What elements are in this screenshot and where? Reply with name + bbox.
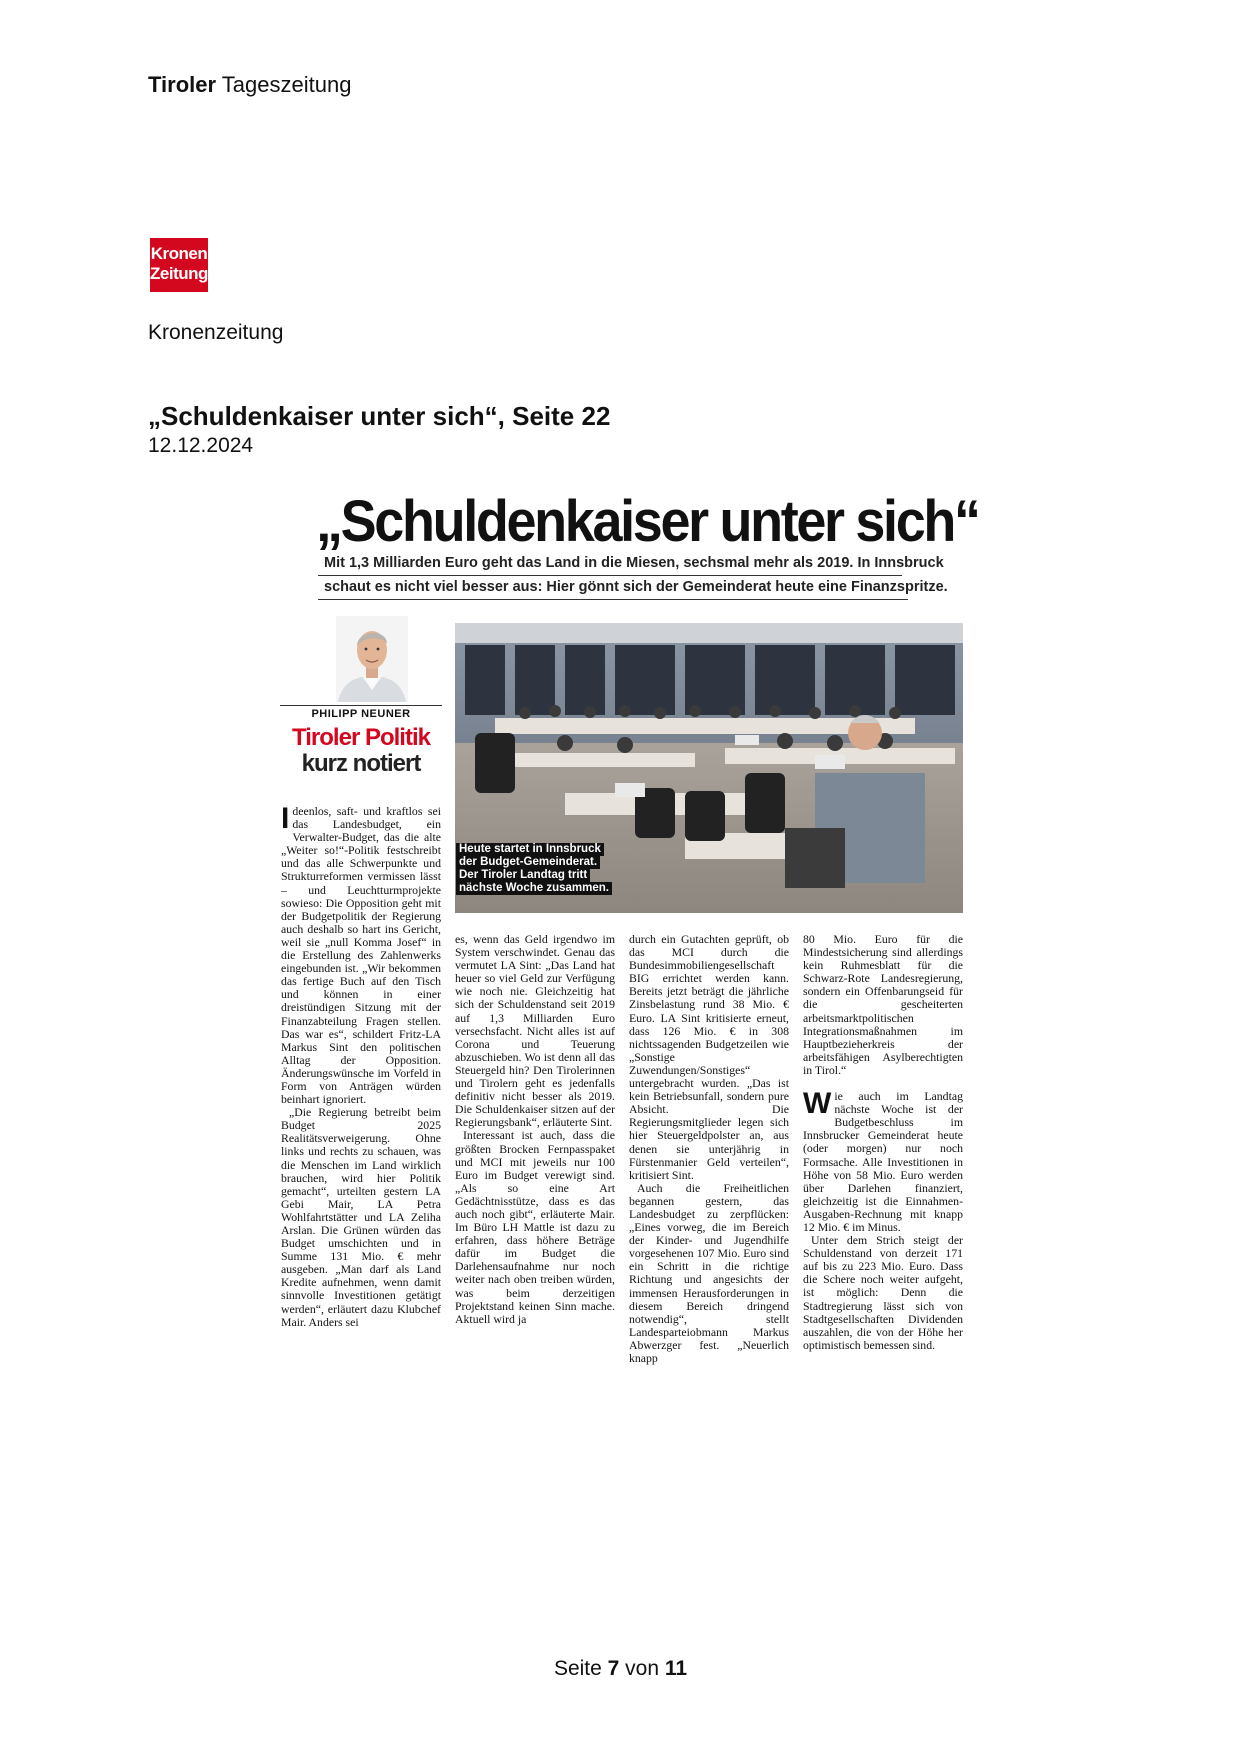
photo-caption bbox=[456, 843, 612, 895]
caption-line-1: Heute startet in Innsbruck bbox=[456, 843, 604, 856]
page-prefix: Seite bbox=[553, 1657, 608, 1680]
column-2-paragraph-1: es, wenn das Geld irgendwo im System verschwindet. Genau das vermutet LA Sint: „Das Land hat heuer so viel Geld zur Verfügung wie noch nie. Gleichzeitig hat sich der Schuldenstand seit 2019 auf 1,3 Milliarden Euro versechsfacht. Nicht alles ist auf Corona und Teuerung abzuschieben. Wo ist denn all das Steuergeld hin? Den Tirolerinnen und Tirolern geht es jedenfalls definitiv nicht besser als 2019. Die Schuldenkaiser sitzen auf der Regierungsbank“, erläuterte Sint. bbox=[455, 932, 615, 1130]
column-4-paragraph-2 bbox=[803, 1087, 963, 1234]
newspaper-name-bold: Tiroler bbox=[148, 72, 217, 97]
page-middle: von bbox=[619, 1657, 665, 1680]
columnist-portrait bbox=[336, 616, 408, 702]
column-4-paragraph-1: 80 Mio. Euro für die Mindestsicherung sind allerdings kein Ruhmesblatt für die Schwarz-Rote Landesregierung, sondern ein Offenbarungseid für die gescheiterten arbeitsmarktpolitischen Integrationsmaßnahmen im Hauptbezieherkreis der arbeitsfähigen Asylberechtigten in Tirol.“ bbox=[803, 932, 963, 1077]
column-title-red: Tiroler Politik bbox=[292, 724, 430, 751]
current-page: 7 bbox=[607, 1657, 620, 1680]
caption-line-2: der Budget-Gemeinderat. bbox=[456, 856, 600, 869]
column-title-black: kurz notiert bbox=[301, 750, 421, 777]
article-headline: „Schuldenkaiser unter sich“ bbox=[316, 489, 979, 554]
logo-line-2: Zeitung bbox=[150, 264, 208, 283]
subhead-line-1: Mit 1,3 Milliarden Euro geht das Land in die Miesen, sechsmal mehr als 2019. In Innsbruck bbox=[318, 552, 902, 576]
drop-cap-i: I bbox=[281, 802, 290, 835]
column-1-paragraph-1 bbox=[281, 802, 441, 1107]
article-column-3 bbox=[629, 933, 789, 1365]
page-number bbox=[0, 1657, 1241, 1681]
clip-date: 12.12.2024 bbox=[148, 434, 254, 457]
author-divider bbox=[280, 705, 442, 706]
article-subhead bbox=[318, 552, 948, 600]
column-1-text-1: deenlos, saft- und kraftlos sei das Landesbudget, ein Verwalter-Budget, das die alte „Weiter so!“-Politik festschreibt und das alle Schwerpunkte und Strukturreformen vermissen lässt – und Leuchtturmprojekte sowieso: Die Opposition geht mit der Budgetpolitik der Regierung auch deshalb so hart ins Gericht, weil sie „null Komma Josef“ in die Erstellung des Zahlenwerks eingebunden ist. „Wir bekommen das fertige Buch auf den Tisch und können in einer dreistündigen Sitzung mit der Finanzabteilung Fragen stellen. Das war es“, schildert Fritz-LA Markus Sint den politischen Alltag der Opposition. Änderungswünsche im Vorfeld in Form von Anträgen würden beinhart ignoriert. bbox=[281, 804, 441, 1107]
kronen-zeitung-logo bbox=[150, 238, 208, 292]
column-3-paragraph-2: Auch die Freiheitlichen begannen gestern, das Landesbudget zu zerpflücken: „Eines vorweg, die im Bereich der Kinder- und Jugendhilfe vorgesehenen 107 Mio. Euro sind ein Schritt in die richtige Richtung und angesichts der immensen Herausforderungen in diesem Bereich dringend notwendig“, stellt Landesparteiobmann Markus Abwerzger fest. „Neuerlich knapp bbox=[629, 1180, 789, 1365]
author-name: PHILIPP NEUNER bbox=[311, 708, 411, 720]
portrait-icon bbox=[336, 616, 408, 702]
column-4-paragraph-3: Unter dem Strich steigt der Schuldenstand von derzeit 171 auf bis zu 223 Mio. Euro. Dass die Schere noch weiter aufgeht, ist möglich: Denn die Stadtregierung lässt sich von Stadtgesellschaften Dividenden auszahlen, die von der Höhe her optimistisch bemessen sind. bbox=[803, 1233, 963, 1352]
source-name: Kronenzeitung bbox=[148, 321, 284, 344]
newspaper-name bbox=[148, 72, 351, 98]
subhead-line-2: schaut es nicht viel besser aus: Hier gönnt sich der Gemeinderat heute eine Finanzspritze. bbox=[318, 576, 908, 600]
newspaper-name-rest: Tageszeitung bbox=[216, 72, 352, 97]
column-1-paragraph-2: „Die Regierung betreibt beim Budget 2025 Realitätsverweigerung. Ohne links und rechts zu schauen, was die Menschen im Land wirklich brauchen, wird hier Politik gemacht“, urteilten gestern LA Gebi Mair, LA Petra Wohlfahrtstätter und LA Zeliha Arslan. Die Grünen würden das Budget umschichten und in Summe 131 Mio. € mehr ausgeben. „Man darf als Land Kredite aufnehmen, wenn damit sinnvolle Investitionen getätigt werden“, erläutert dazu Klubchef Mair. Anders sei bbox=[281, 1105, 441, 1329]
article-column-1 bbox=[281, 802, 441, 1329]
column-3-paragraph-1: durch ein Gutachten geprüft, ob das MCI durch die Bundesimmobiliengesellschaft BIG errichtet werden kann. Bereits jetzt beträgt die jährliche Zinsbelastung rund 38 Mio. € Euro. LA Sint kritisierte erneut, dass 126 Mio. € in 308 nichtssagenden Budgetzeilen wie „Sonstige Zuwendungen/Sonstiges“ untergebracht wurden. „Das ist kein Betriebsunfall, sondern pure Absicht. Die Regierungsmitglieder legen sich hier Steuergeldpolster an, aus denen sie unterjährig in Fürstenmanier Geld verteilen“, kritisiert Sint. bbox=[629, 932, 789, 1182]
logo-line-1: Kronen bbox=[150, 244, 208, 263]
clip-title: „Schuldenkaiser unter sich“, Seite 22 bbox=[148, 401, 611, 431]
caption-line-4: nächste Woche zusammen. bbox=[456, 882, 612, 895]
total-pages: 11 bbox=[664, 1657, 688, 1680]
column-2-paragraph-2: Interessant ist auch, dass die größten Brocken Fernpasspaket und MCI mit jeweils nur 100 Euro im Budget verewigt sind. „Als so eine Art Gedächtnisstütze, dass es das auch noch gibt“, erläuterte Mair. Im Büro LH Mattle ist dazu zu erfahren, dass höhere Beträge dafür im Budget die Darlehensaufnahme nur noch weiter nach oben treiben würden, was beim derzeitigen Projektstand keinen Sinn mache. Aktuell wird ja bbox=[455, 1128, 615, 1326]
article-column-4 bbox=[803, 933, 963, 1352]
article-column-2 bbox=[455, 933, 615, 1326]
drop-cap-w: W bbox=[803, 1087, 832, 1121]
caption-line-3: Der Tiroler Landtag tritt bbox=[456, 869, 590, 882]
column-4-text-2: ie auch im Landtag nächste Woche ist der Budgetbeschluss im Innsbrucker Gemeinderat heute (oder morgen) nur noch Formsache. Alle Investitionen in Höhe von 58 Mio. Euro werden über Darlehen finanziert, gleichzeitig ist die Einnahmen-Ausgaben-Rechnung mit knapp 12 Mio. € im Minus. bbox=[803, 1089, 963, 1234]
